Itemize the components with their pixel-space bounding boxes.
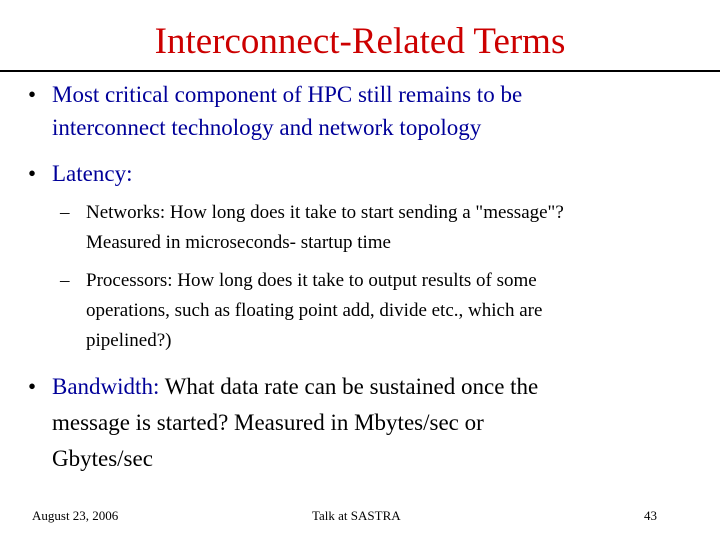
sub-bullet-text: Processors: How long does it take to output results of some — [86, 270, 537, 291]
bandwidth-label: Bandwidth: — [52, 374, 160, 399]
bullet-text: What data rate can be sustained once the — [164, 374, 539, 399]
sub-bullet-networks — [60, 198, 710, 260]
bullet-marker: • — [28, 161, 37, 186]
footer-date: August 23, 2006 — [32, 508, 119, 523]
bullet-text: Most critical component of HPC still remains to be — [52, 82, 523, 107]
sub-bullet-text: Measured in microseconds- startup time — [86, 232, 391, 253]
title-divider — [0, 70, 720, 72]
sub-bullet-text: operations, such as floating point add, divide etc., which are — [86, 300, 543, 321]
bullet-text: interconnect technology and network topology — [52, 115, 482, 140]
slide-title: Interconnect-Related Terms — [154, 21, 566, 62]
footer-page-number: 43 — [644, 508, 657, 523]
sub-bullet-marker: – — [60, 202, 70, 223]
sub-bullet-marker: – — [60, 270, 70, 291]
bullet-bandwidth — [28, 370, 708, 474]
bullet-hpc — [28, 78, 708, 148]
sub-bullet-text: pipelined?) — [86, 330, 172, 351]
footer-talk: Talk at SASTRA — [312, 508, 401, 523]
bullet-latency — [28, 157, 708, 193]
bullet-marker: • — [28, 82, 37, 107]
sub-bullet-processors — [60, 266, 710, 358]
bullet-text: Latency: — [52, 161, 133, 186]
bullet-text: message is started? Measured in Mbytes/sec or — [52, 410, 484, 435]
bullet-text: Gbytes/sec — [52, 446, 153, 471]
bullet-marker: • — [28, 374, 37, 399]
sub-bullet-text: Networks: How long does it take to start sending a "message"? — [86, 202, 564, 223]
